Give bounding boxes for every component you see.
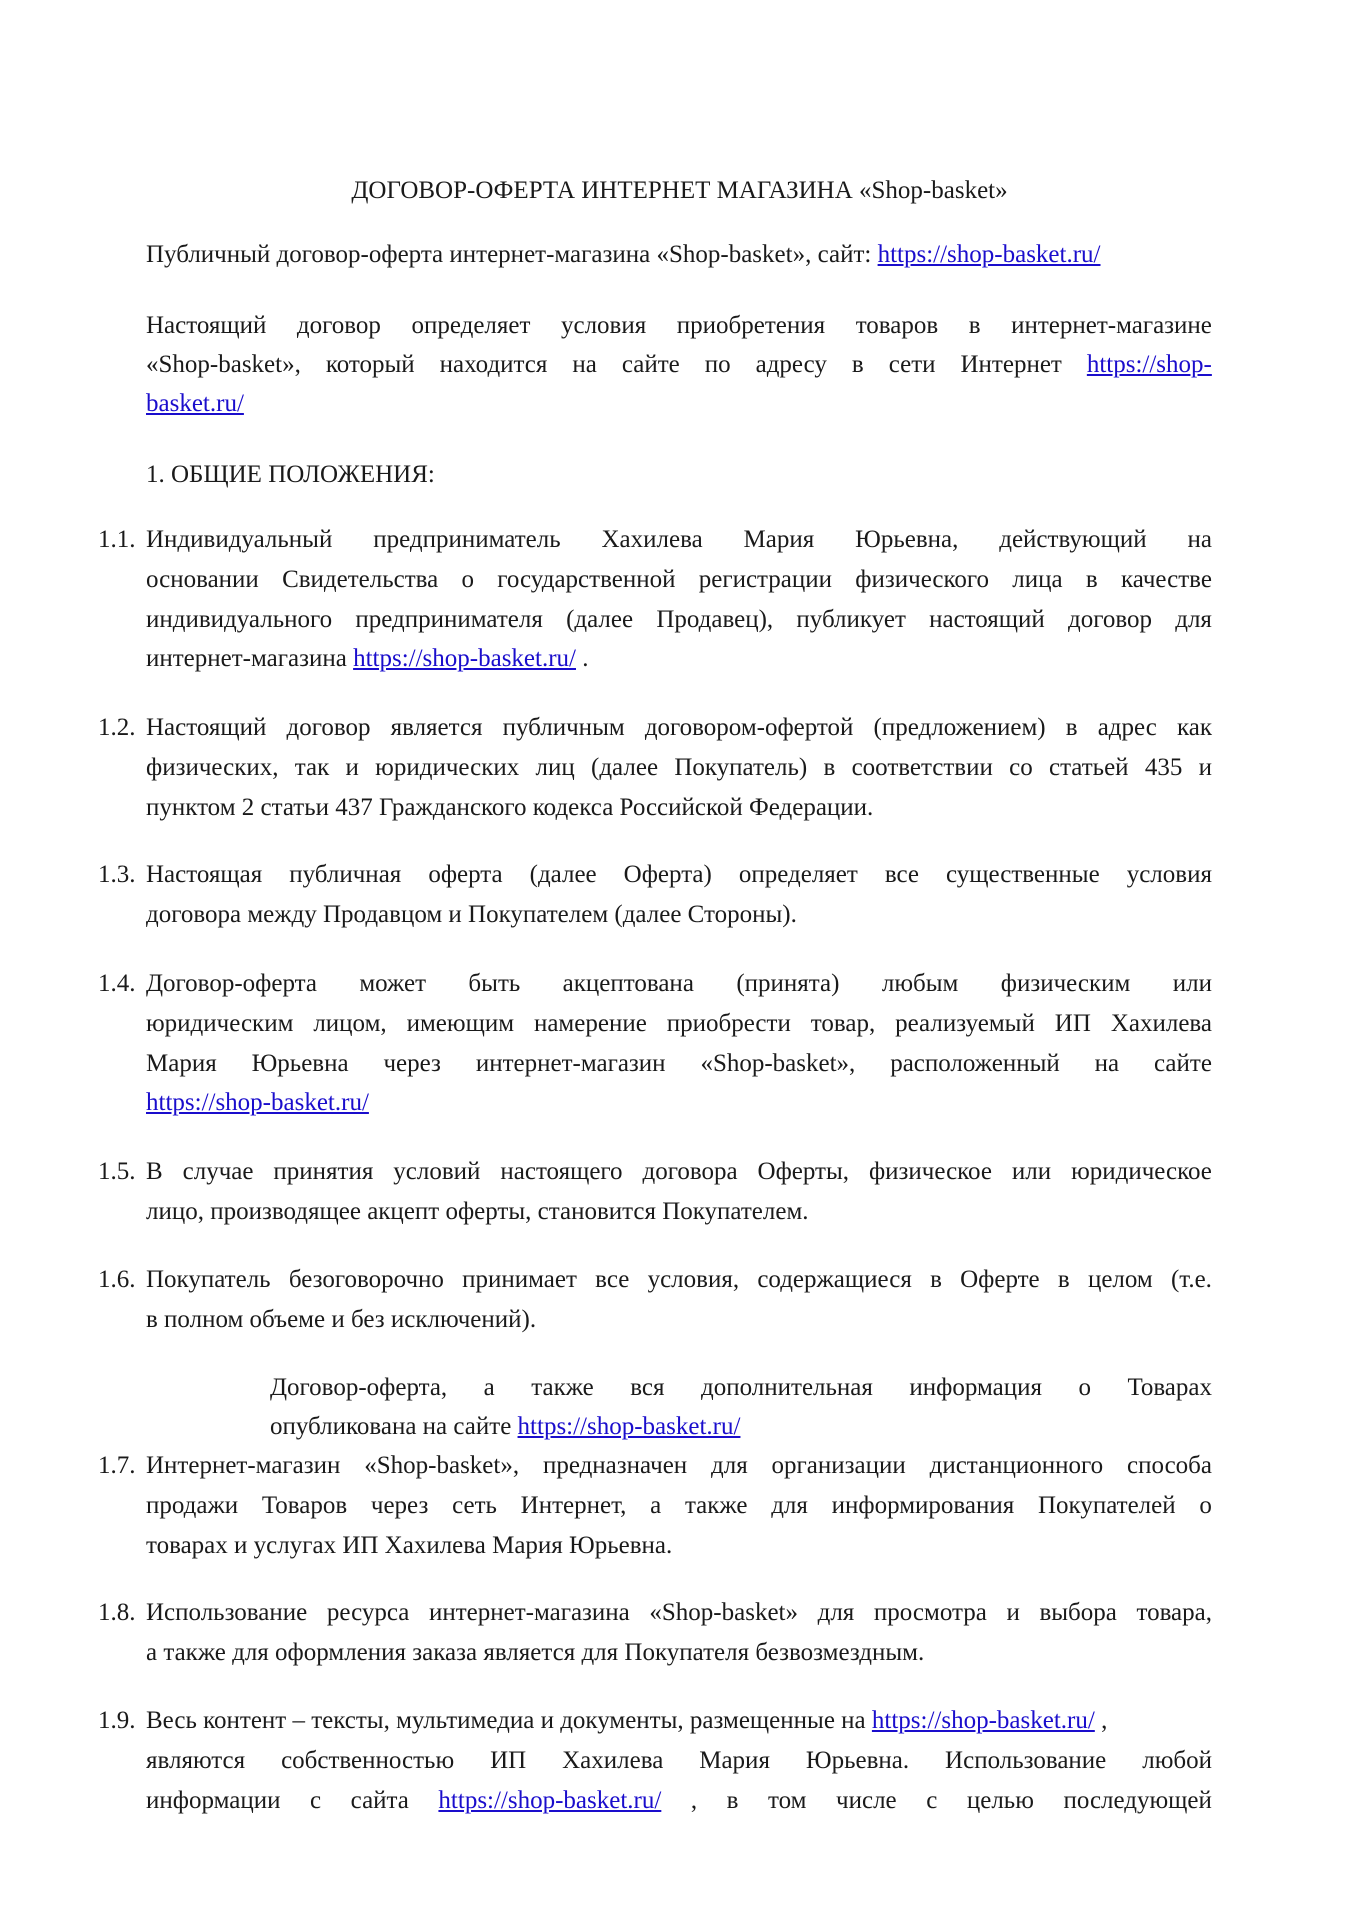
word: том: [768, 1787, 807, 1814]
word: договором-офертой: [644, 714, 854, 741]
word: в: [851, 351, 864, 378]
section-heading: 1. ОБЩИЕ ПОЛОЖЕНИЯ:: [146, 461, 435, 488]
word: Оферты,: [757, 1158, 850, 1185]
item-number: 1.7.: [98, 1452, 136, 1479]
word: оферта: [428, 861, 503, 888]
word: является: [390, 714, 483, 741]
word: со: [1009, 754, 1033, 781]
word: публичным: [502, 714, 625, 741]
word: лиц: [535, 754, 575, 781]
word: приобрести: [666, 1010, 791, 1037]
word: выбора: [1039, 1599, 1117, 1626]
word: предприниматель: [373, 526, 561, 553]
item-number: 1.4.: [98, 970, 136, 997]
word: Покупатель): [674, 754, 808, 781]
word: собственностью: [281, 1747, 455, 1774]
word: дистанционного: [929, 1452, 1104, 1479]
word: в: [968, 312, 981, 339]
word: акцептована: [562, 970, 694, 997]
word: условия: [560, 312, 647, 339]
word: Оферте: [960, 1266, 1040, 1293]
word: в: [1085, 566, 1098, 593]
word: (далее: [591, 754, 659, 781]
word: Покупателей: [1037, 1492, 1176, 1519]
word: на: [1094, 1050, 1120, 1077]
item-site-link[interactable]: https://shop-basket.ru/: [353, 645, 576, 672]
word: для: [771, 1492, 808, 1519]
word: случае: [182, 1158, 254, 1185]
word: о: [1199, 1492, 1212, 1519]
word: Мария: [699, 1747, 770, 1774]
word: сайте: [1154, 1050, 1212, 1077]
word: лица: [1012, 566, 1063, 593]
word: Настоящий: [146, 714, 267, 741]
word: определяет: [738, 861, 858, 888]
word: все: [884, 861, 919, 888]
word: способа: [1126, 1452, 1212, 1479]
word: договор: [296, 312, 381, 339]
word: настоящий: [929, 606, 1045, 633]
word: Интернет-магазин: [146, 1452, 341, 1479]
word: с: [926, 1787, 938, 1814]
word: сайта: [350, 1787, 409, 1814]
word: «Shop-basket»,: [700, 1050, 856, 1077]
word: «Shop-basket»,: [146, 351, 301, 378]
word: имеющим: [406, 1010, 515, 1037]
item-site-link[interactable]: https://shop-basket.ru/: [146, 1089, 369, 1116]
word: в: [1065, 714, 1078, 741]
word: содержащиеся: [757, 1266, 912, 1293]
word: интернет-магазина: [428, 1599, 630, 1626]
word: Мария: [743, 526, 815, 553]
word: товара,: [1136, 1599, 1212, 1626]
word: Оферта): [623, 861, 712, 888]
word: последующей: [1063, 1787, 1212, 1814]
word: информации: [146, 1787, 281, 1814]
word: определяет: [411, 312, 531, 339]
word: для: [711, 1452, 748, 1479]
word: приобретения: [676, 312, 826, 339]
word: любым: [881, 970, 959, 997]
word: Хахилева: [562, 1747, 664, 1774]
word: «Shop-basket»: [649, 1599, 798, 1626]
word: юридическое: [1071, 1158, 1212, 1185]
word: существенные: [946, 861, 1100, 888]
item-line: [146, 1009, 1212, 1039]
item-line: [146, 565, 1212, 595]
word: ,: [690, 1787, 698, 1814]
word: также: [684, 1492, 748, 1519]
word: Договор-оферта: [146, 970, 317, 997]
word: государственной: [497, 566, 676, 593]
word: товаров: [855, 312, 939, 339]
item-line: [146, 1157, 1212, 1187]
word: так: [294, 754, 330, 781]
item-line: в полном объеме и без исключений).: [146, 1306, 537, 1333]
word: (предложением): [873, 714, 1046, 741]
word: реализуемый: [895, 1010, 1035, 1037]
word: а: [650, 1492, 662, 1519]
item-number: 1.5.: [98, 1158, 136, 1185]
page-title: ДОГОВОР-ОФЕРТА ИНТЕРНЕТ МАГАЗИНА «Shop-basket»: [351, 177, 1008, 204]
preamble-line: [146, 389, 244, 419]
item-line: [146, 1598, 1212, 1628]
preamble-line: [146, 311, 1212, 341]
word: 435: [1144, 754, 1183, 781]
word: для: [1175, 606, 1212, 633]
word: физических,: [146, 754, 279, 781]
word: дополнительная: [701, 1374, 873, 1401]
word: сайте: [621, 351, 680, 378]
word: Юрьевна.: [805, 1747, 910, 1774]
word: через: [383, 1050, 441, 1077]
item-line: [146, 605, 1212, 635]
word: числе: [836, 1787, 897, 1814]
item-line: [146, 860, 1212, 890]
word: в: [1057, 1266, 1070, 1293]
word: любой: [1142, 1747, 1212, 1774]
item-line: товарах и услугах ИП Хахилева Мария Юрьевна.: [146, 1532, 673, 1559]
note-site-link[interactable]: https://shop-basket.ru/: [517, 1413, 741, 1440]
word: являются: [146, 1747, 246, 1774]
word: Настоящий: [146, 312, 267, 339]
item-line: договора между Продавцом и Покупателем (далее Стороны).: [146, 901, 797, 928]
word: регистрации: [698, 566, 833, 593]
word: Индивидуальный: [146, 526, 333, 553]
word: организации: [771, 1452, 906, 1479]
word: договора: [642, 1158, 738, 1185]
item-number: 1.9.: [98, 1707, 136, 1734]
item-number: 1.1.: [98, 526, 136, 553]
item-line: а также для оформления заказа является для Покупателя безвозмездным.: [146, 1639, 925, 1666]
item-line: [146, 525, 1212, 555]
word: публичная: [289, 861, 402, 888]
word: предпринимателя: [355, 606, 543, 633]
word: «Shop-basket»,: [364, 1452, 520, 1479]
word: соответствии: [851, 754, 993, 781]
word: о: [461, 566, 475, 593]
word: (далее: [529, 861, 597, 888]
word: Хахилева: [601, 526, 703, 553]
item-line: [146, 1049, 1212, 1079]
word: Свидетельства: [282, 566, 439, 593]
word: как: [1176, 714, 1212, 741]
word: находится: [439, 351, 548, 378]
word: вся: [630, 1374, 665, 1401]
item-line: интернет-магазина https://shop-basket.ru/ .: [146, 645, 589, 672]
word: (далее: [566, 606, 634, 633]
word: сеть: [452, 1492, 497, 1519]
word: основании: [146, 566, 259, 593]
word: для: [817, 1599, 855, 1626]
word: может: [359, 970, 427, 997]
word: договор: [1068, 606, 1153, 633]
word: информация: [909, 1374, 1042, 1401]
word: юридических: [375, 754, 520, 781]
item-line: [146, 1786, 1212, 1816]
word: на: [572, 351, 597, 378]
word: индивидуального: [146, 606, 333, 633]
word: или: [1011, 1158, 1052, 1185]
word: лицом,: [313, 1010, 387, 1037]
word: (т.е.: [1170, 1266, 1212, 1293]
word: Договор-оферта,: [270, 1374, 448, 1401]
word: условий: [393, 1158, 481, 1185]
word: сети: [888, 351, 936, 378]
word: публикует: [796, 606, 906, 633]
preamble-site-link[interactable]: https://shop-: [1086, 351, 1212, 378]
word: информирования: [831, 1492, 1015, 1519]
word: ИП: [490, 1747, 527, 1774]
word: или: [1172, 970, 1212, 997]
word: (принята): [736, 970, 840, 997]
word: намерение: [533, 1010, 647, 1037]
word: с: [310, 1787, 322, 1814]
word: условия: [1126, 861, 1212, 888]
item-number: 1.6.: [98, 1266, 136, 1293]
word: адрес: [1097, 714, 1157, 741]
word: и: [1198, 754, 1212, 781]
note-line: опубликована на сайте https://shop-basket.ru/: [270, 1413, 741, 1440]
word: расположенный: [890, 1050, 1060, 1077]
word: также: [531, 1374, 594, 1401]
preamble-site-link-cont[interactable]: basket.ru/: [146, 390, 244, 417]
word: настоящего: [500, 1158, 623, 1185]
word: Хахилева: [1110, 1010, 1212, 1037]
item19-site-link[interactable]: https://shop-basket.ru/: [871, 1707, 1095, 1734]
item-line: Весь контент – тексты, мультимедиа и документы, размещенные на https://shop-basket.ru/ ,: [146, 1707, 1108, 1734]
item-line: [146, 753, 1212, 783]
item19-site-link-2[interactable]: https://shop-basket.ru/: [438, 1787, 662, 1814]
word: быть: [468, 970, 521, 997]
item-line: [146, 1746, 1212, 1776]
word: Настоящая: [146, 861, 263, 888]
word: товар,: [810, 1010, 876, 1037]
item-line: [146, 1088, 369, 1118]
word: а: [483, 1374, 495, 1401]
word: физического: [855, 566, 990, 593]
word: ресурса: [326, 1599, 410, 1626]
word: и: [1006, 1599, 1020, 1626]
item-line: [146, 969, 1212, 999]
word: статьей: [1048, 754, 1129, 781]
word: интернет-магазине: [1011, 312, 1212, 339]
word: на: [1187, 526, 1212, 553]
word: Интернет,: [520, 1492, 627, 1519]
word: через: [370, 1492, 429, 1519]
word: Покупатель: [146, 1266, 271, 1293]
item-number: 1.8.: [98, 1599, 136, 1626]
word: Продавец),: [656, 606, 774, 633]
item-line: [146, 1265, 1212, 1295]
item-line: [146, 713, 1212, 743]
word: Использование: [945, 1747, 1107, 1774]
intro-line: Публичный договор-оферта интернет-магазина «Shop-basket», сайт: https://shop-basket.ru/: [146, 241, 1101, 268]
word: безоговорочно: [288, 1266, 444, 1293]
word: Товарах: [1127, 1374, 1212, 1401]
word: Интернет: [960, 351, 1062, 378]
word: целом: [1087, 1266, 1153, 1293]
intro-site-link[interactable]: https://shop-basket.ru/: [877, 241, 1101, 268]
item-number: 1.2.: [98, 714, 136, 741]
word: Мария: [146, 1050, 217, 1077]
word: по: [704, 351, 731, 378]
word: Товаров: [261, 1492, 348, 1519]
word: физическим: [1000, 970, 1131, 997]
item-number: 1.3.: [98, 861, 136, 888]
item-line: лицо, производящее акцепт оферты, становится Покупателем.: [146, 1198, 809, 1225]
word: условия,: [647, 1266, 740, 1293]
word: принимает: [462, 1266, 577, 1293]
word: качестве: [1120, 566, 1212, 593]
word: в: [726, 1787, 739, 1814]
word: Юрьевна,: [855, 526, 959, 553]
word: В: [146, 1158, 163, 1185]
item-line: [146, 1451, 1212, 1481]
preamble-line: [146, 350, 1212, 380]
word: интернет-магазин: [475, 1050, 666, 1077]
word: адресу: [755, 351, 827, 378]
word: принятия: [273, 1158, 374, 1185]
item-line: [146, 1491, 1212, 1521]
word: и: [345, 754, 359, 781]
word: который: [325, 351, 415, 378]
word: все: [595, 1266, 630, 1293]
word: юридическим: [146, 1010, 294, 1037]
word: продажи: [146, 1492, 239, 1519]
word: действующий: [999, 526, 1147, 553]
word: просмотра: [873, 1599, 987, 1626]
word: целью: [966, 1787, 1034, 1814]
word: в: [823, 754, 836, 781]
word: Юрьевна: [251, 1050, 349, 1077]
word: договор: [286, 714, 371, 741]
word: Использование: [146, 1599, 308, 1626]
word: в: [930, 1266, 942, 1293]
word: предназначен: [542, 1452, 688, 1479]
item-line: пунктом 2 статьи 437 Гражданского кодекса Российской Федерации.: [146, 794, 874, 821]
word: о: [1078, 1374, 1091, 1401]
word: физическое: [868, 1158, 992, 1185]
note-line: [270, 1373, 1212, 1403]
word: ИП: [1054, 1010, 1091, 1037]
